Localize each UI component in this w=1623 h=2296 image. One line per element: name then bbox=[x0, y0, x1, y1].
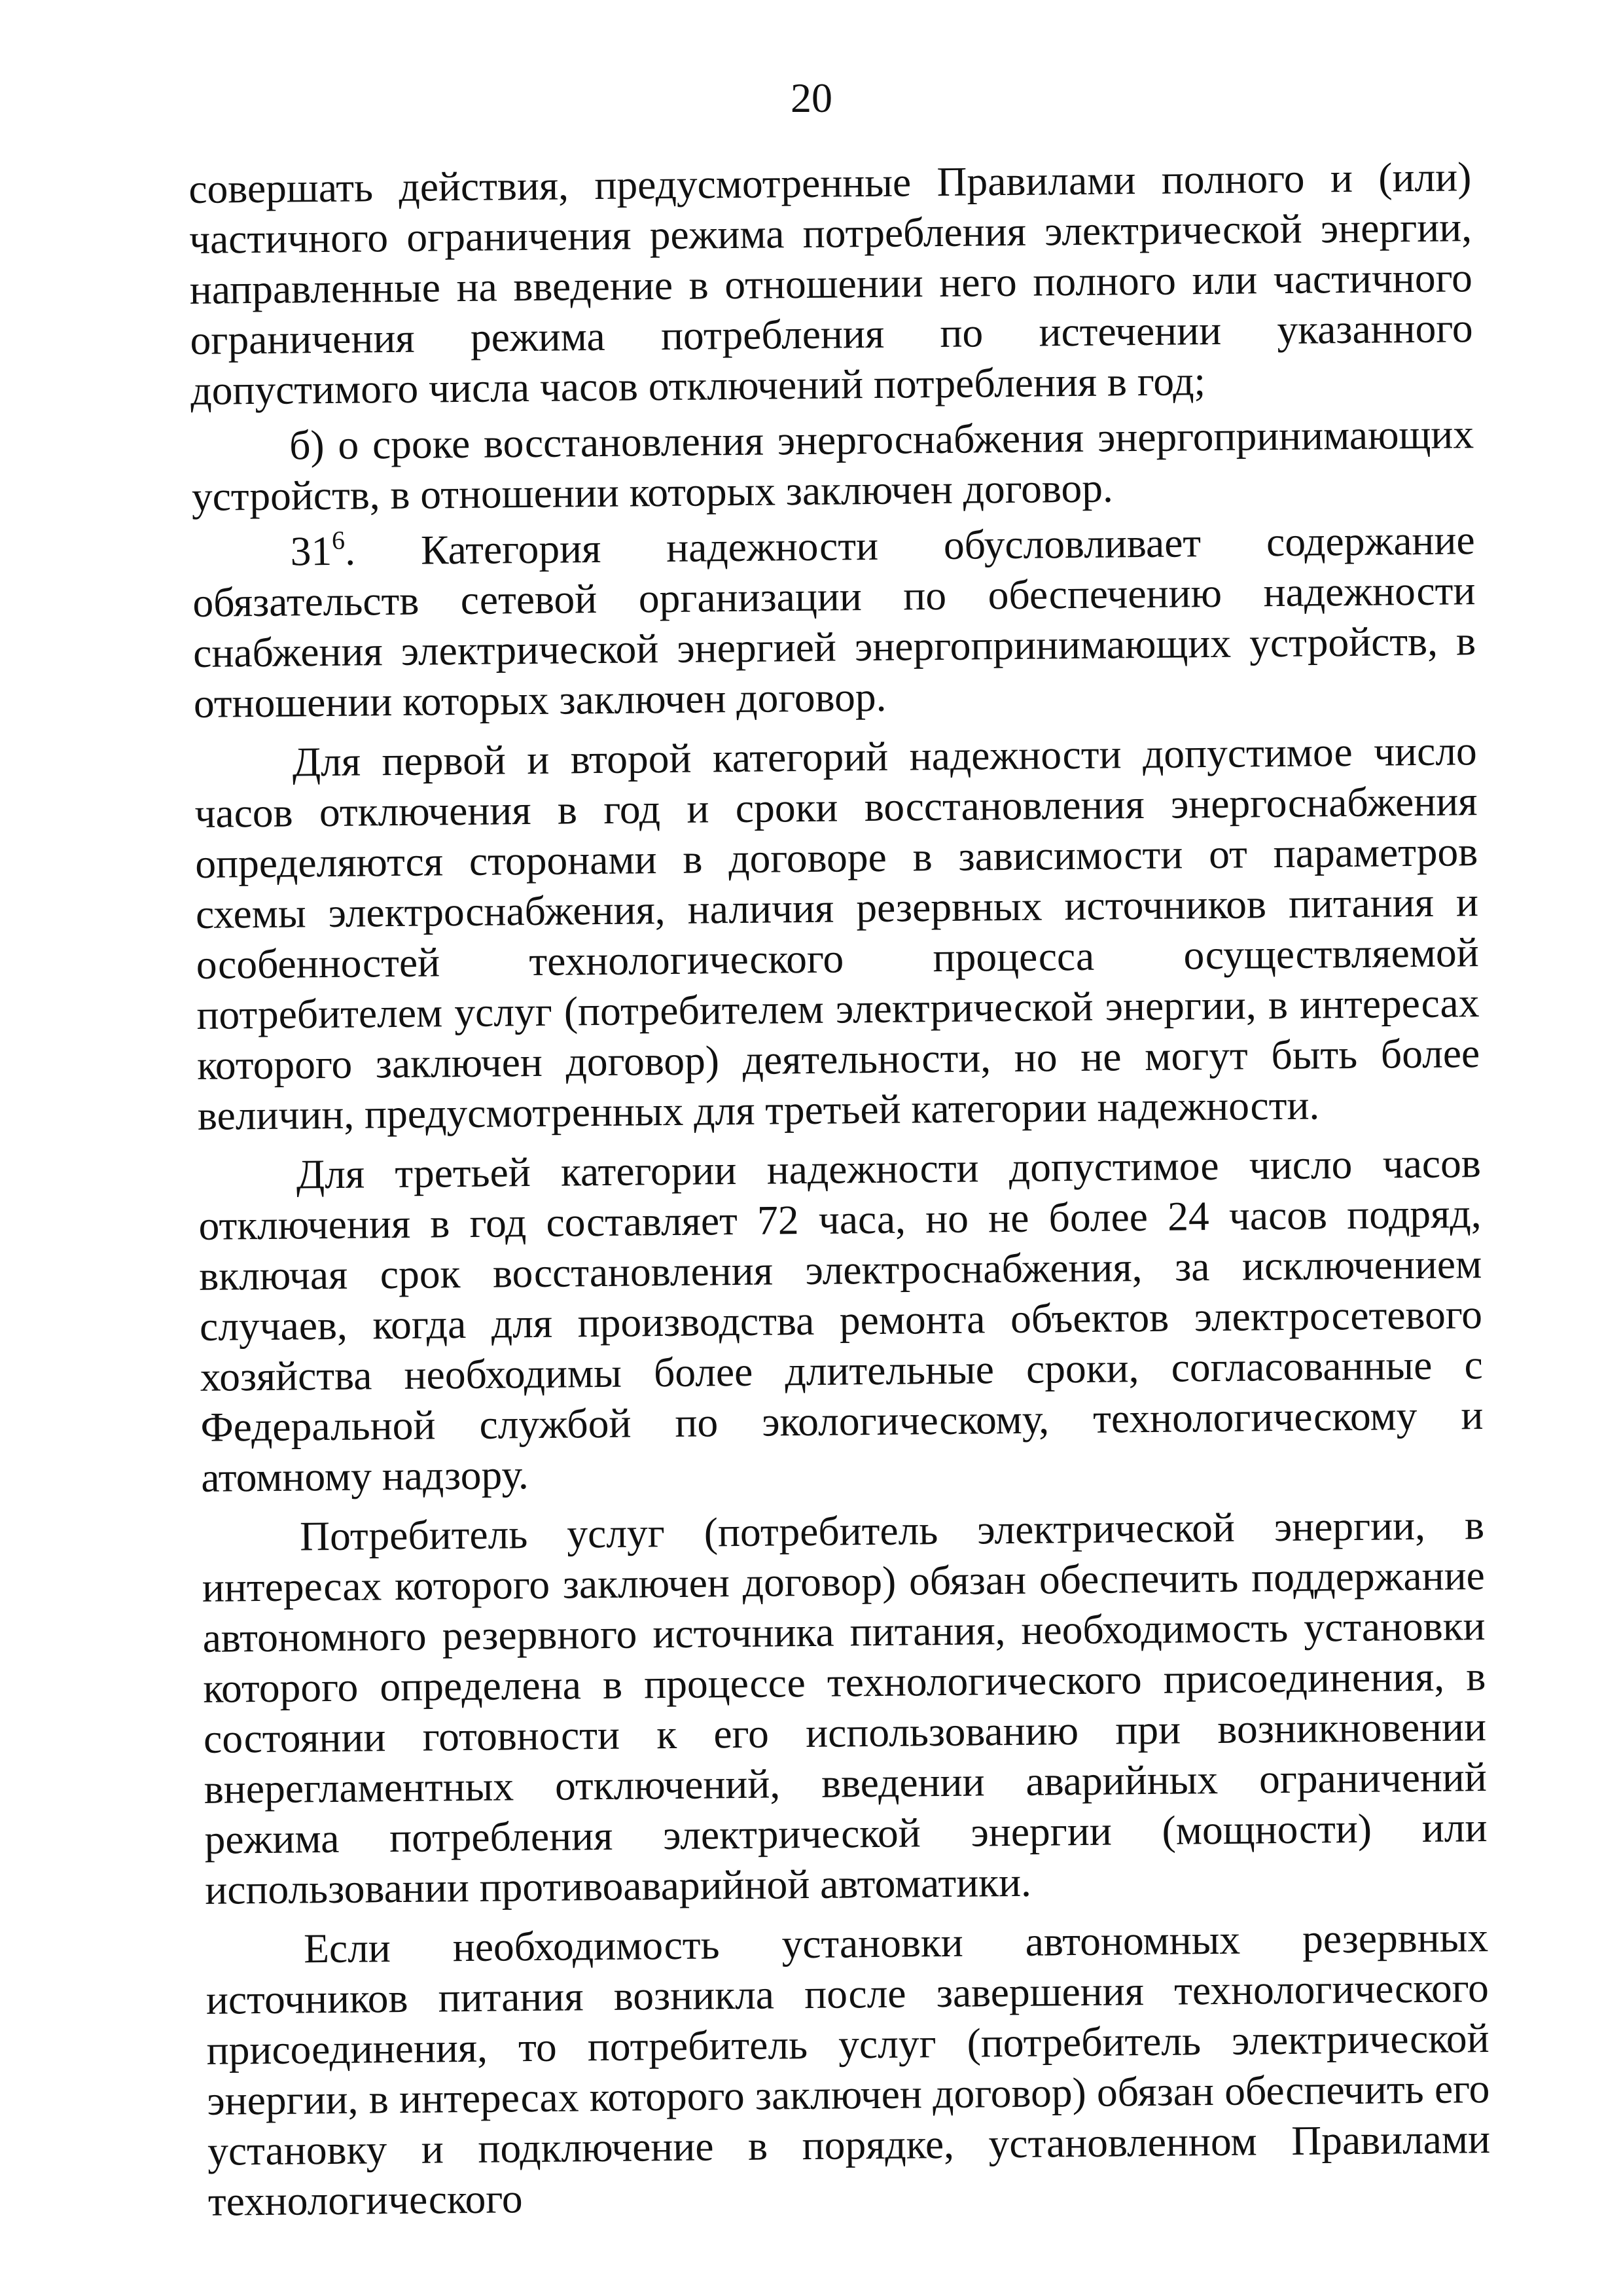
clause-superscript: 6 bbox=[331, 525, 346, 555]
paragraph-item-b: б) о сроке восстановления энергоснабжения энергопринимающих устройств, в отношении которых заключен договор. bbox=[191, 410, 1474, 520]
clause-text: . Категория надежности обусловливает содержание обязательств сетевой организации по обеспечению надежности снабжения электрической энергией энергопринимающих устройств, в отношении которых заключен договор. bbox=[192, 516, 1476, 726]
clause-number: 31 bbox=[290, 527, 332, 575]
paragraph-continuation: совершать действия, предусмотренные Правилами полного и (или) частичного ограничения режима потребления электрической энергии, направленные на введение в отношении него полного или частичного ограничения режима потребления по истечении указанного допустимого числа часов отключений потребления в год; bbox=[188, 153, 1473, 414]
paragraph-first-second-category: Для первой и второй категорий надежности допустимое число часов отключения в год и сроки восстановления энергоснабжения определяются сторонами в договоре в зависимости от параметров схемы электроснабжения, наличия резервных источников питания и особенностей технологического процесса осуществляемой потребителем услуг (потребителем электрической энергии, в интересах которого заключен договор) деятельности, но не могут быть более величин, предусмотренных для третьей категории надежности. bbox=[194, 727, 1480, 1139]
paragraph-backup-installation: Если необходимость установки автономных резервных источников питания возникла после завершения технологического присоединения, то потребитель услуг (потребитель электрической энергии, в интересах которого заключен договор) обязан обеспечить его установку и подключение в порядке, установленном Правилами технологического bbox=[205, 1914, 1491, 2225]
paragraph-backup-source: Потребитель услуг (потребитель электрической энергии, в интересах которого заключен договор) обязан обеспечить поддержание автономного резервного источника питания, необходимость установки которого определена в процессе технологического присоединения, в состоянии готовности к его использованию при возникновении внерегламентных отключений, введении аварийных ограничений режима потребления электрической энергии (мощности) или использовании противоаварийной автоматики. bbox=[202, 1501, 1488, 1913]
page-number: 20 bbox=[791, 75, 832, 121]
paragraph-third-category: Для третьей категории надежности допустимое число часов отключения в год составляет 72 часа, но не более 24 часов подряд, включая срок восстановления электроснабжения, за исключением случаев, когда для производства ремонта объектов электросетевого хозяйства необходимы более длительные сроки, согласованные с Федеральной службой по экологическому, технологическому и атомному надзору. bbox=[198, 1139, 1484, 1501]
paragraph-clause-31-6 bbox=[192, 514, 1476, 728]
document-body bbox=[188, 151, 1491, 2227]
